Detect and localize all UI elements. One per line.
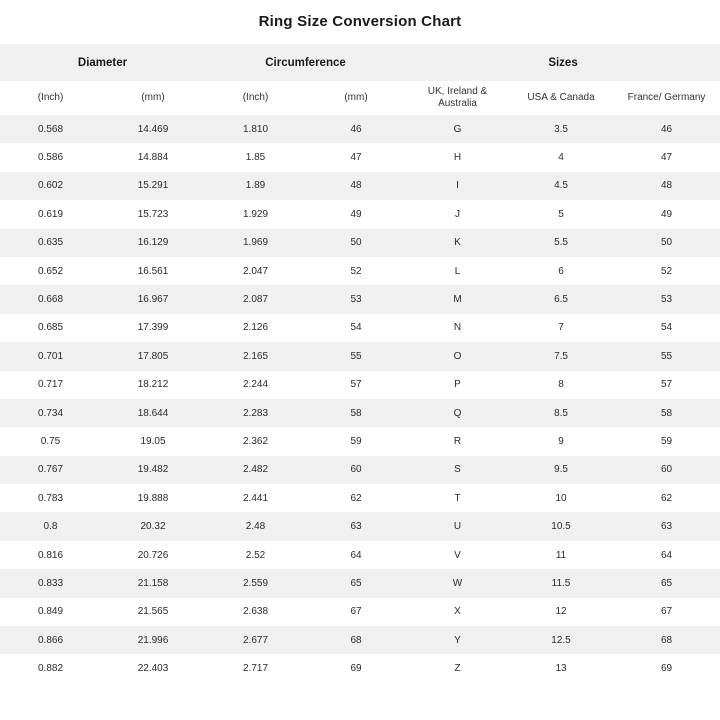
cell-diameter-mm: 21.565 (101, 598, 205, 626)
table-row (0, 342, 720, 370)
cell-diameter-inch: 0.866 (0, 626, 101, 654)
cell-size-france: 58 (613, 399, 720, 427)
cell-size-uk: H (406, 143, 509, 171)
cell-circumference-mm: 55 (306, 342, 406, 370)
cell-circumference-inch: 2.717 (205, 654, 306, 682)
cell-size-usa: 10 (509, 484, 613, 512)
column-header-france-germany: France/ Germany (613, 81, 720, 115)
table-row (0, 172, 720, 200)
cell-size-uk: I (406, 172, 509, 200)
cell-circumference-inch: 2.362 (205, 427, 306, 455)
cell-circumference-inch: 1.89 (205, 172, 306, 200)
column-header-usa-canada: USA & Canada (509, 81, 613, 115)
cell-circumference-inch: 2.283 (205, 399, 306, 427)
cell-size-usa: 10.5 (509, 512, 613, 540)
cell-diameter-inch: 0.668 (0, 285, 101, 313)
column-header-diameter-inch: (Inch) (0, 81, 101, 115)
cell-circumference-mm: 63 (306, 512, 406, 540)
cell-size-uk: K (406, 229, 509, 257)
cell-diameter-mm: 16.561 (101, 257, 205, 285)
cell-size-uk: Y (406, 626, 509, 654)
cell-diameter-mm: 17.805 (101, 342, 205, 370)
column-header-circumference-mm: (mm) (306, 81, 406, 115)
table-row (0, 143, 720, 171)
cell-size-france: 60 (613, 456, 720, 484)
column-header-circumference-inch: (Inch) (205, 81, 306, 115)
cell-circumference-mm: 69 (306, 654, 406, 682)
cell-size-uk: T (406, 484, 509, 512)
table-row (0, 512, 720, 540)
cell-size-usa: 6 (509, 257, 613, 285)
ring-size-conversion-table (0, 44, 720, 683)
cell-circumference-inch: 2.48 (205, 512, 306, 540)
table-sub-header-row (0, 81, 720, 115)
cell-size-france: 63 (613, 512, 720, 540)
cell-size-france: 68 (613, 626, 720, 654)
cell-diameter-inch: 0.568 (0, 115, 101, 143)
cell-size-usa: 5.5 (509, 229, 613, 257)
cell-diameter-mm: 16.967 (101, 285, 205, 313)
table-row (0, 456, 720, 484)
cell-diameter-mm: 15.291 (101, 172, 205, 200)
cell-circumference-inch: 2.638 (205, 598, 306, 626)
cell-size-usa: 4.5 (509, 172, 613, 200)
cell-size-usa: 7.5 (509, 342, 613, 370)
cell-size-uk: X (406, 598, 509, 626)
cell-circumference-inch: 2.126 (205, 314, 306, 342)
cell-size-usa: 12 (509, 598, 613, 626)
cell-diameter-inch: 0.816 (0, 541, 101, 569)
cell-diameter-inch: 0.783 (0, 484, 101, 512)
table-row (0, 484, 720, 512)
cell-circumference-mm: 59 (306, 427, 406, 455)
cell-size-france: 54 (613, 314, 720, 342)
cell-size-france: 65 (613, 569, 720, 597)
cell-size-usa: 4 (509, 143, 613, 171)
table-row (0, 427, 720, 455)
page-title: Ring Size Conversion Chart (258, 13, 462, 30)
cell-size-uk: O (406, 342, 509, 370)
cell-circumference-mm: 46 (306, 115, 406, 143)
cell-diameter-mm: 21.158 (101, 569, 205, 597)
cell-diameter-mm: 18.644 (101, 399, 205, 427)
cell-circumference-mm: 62 (306, 484, 406, 512)
cell-size-france: 62 (613, 484, 720, 512)
cell-size-uk: N (406, 314, 509, 342)
cell-diameter-mm: 15.723 (101, 200, 205, 228)
cell-diameter-inch: 0.717 (0, 371, 101, 399)
table-row (0, 626, 720, 654)
cell-circumference-mm: 60 (306, 456, 406, 484)
table-body (0, 44, 720, 683)
table-row (0, 541, 720, 569)
cell-size-usa: 3.5 (509, 115, 613, 143)
table-row (0, 229, 720, 257)
cell-size-uk: V (406, 541, 509, 569)
group-header-diameter: Diameter (0, 44, 205, 81)
cell-diameter-inch: 0.701 (0, 342, 101, 370)
cell-size-france: 69 (613, 654, 720, 682)
cell-diameter-inch: 0.635 (0, 229, 101, 257)
cell-circumference-mm: 57 (306, 371, 406, 399)
cell-size-uk: M (406, 285, 509, 313)
cell-circumference-inch: 2.677 (205, 626, 306, 654)
table-row (0, 115, 720, 143)
cell-size-usa: 6.5 (509, 285, 613, 313)
cell-circumference-mm: 54 (306, 314, 406, 342)
cell-size-france: 48 (613, 172, 720, 200)
cell-diameter-mm: 14.884 (101, 143, 205, 171)
cell-diameter-mm: 19.05 (101, 427, 205, 455)
cell-circumference-mm: 52 (306, 257, 406, 285)
column-header-uk-ireland-australia: UK, Ireland & Australia (406, 81, 509, 115)
cell-diameter-inch: 0.586 (0, 143, 101, 171)
cell-circumference-mm: 58 (306, 399, 406, 427)
cell-circumference-inch: 1.85 (205, 143, 306, 171)
cell-diameter-inch: 0.882 (0, 654, 101, 682)
cell-circumference-inch: 2.482 (205, 456, 306, 484)
cell-diameter-mm: 19.888 (101, 484, 205, 512)
cell-circumference-inch: 2.441 (205, 484, 306, 512)
cell-size-france: 49 (613, 200, 720, 228)
cell-size-france: 64 (613, 541, 720, 569)
cell-diameter-mm: 14.469 (101, 115, 205, 143)
cell-size-usa: 8 (509, 371, 613, 399)
cell-size-france: 53 (613, 285, 720, 313)
cell-circumference-mm: 65 (306, 569, 406, 597)
cell-size-usa: 13 (509, 654, 613, 682)
cell-size-usa: 7 (509, 314, 613, 342)
cell-circumference-inch: 2.244 (205, 371, 306, 399)
cell-diameter-inch: 0.849 (0, 598, 101, 626)
cell-circumference-mm: 47 (306, 143, 406, 171)
cell-diameter-mm: 20.726 (101, 541, 205, 569)
cell-size-france: 52 (613, 257, 720, 285)
cell-circumference-mm: 50 (306, 229, 406, 257)
cell-size-uk: L (406, 257, 509, 285)
cell-size-france: 47 (613, 143, 720, 171)
group-header-sizes: Sizes (406, 44, 720, 81)
table-row (0, 654, 720, 682)
table-group-header-row (0, 44, 720, 81)
cell-size-uk: R (406, 427, 509, 455)
table-row (0, 569, 720, 597)
cell-size-france: 67 (613, 598, 720, 626)
cell-size-usa: 12.5 (509, 626, 613, 654)
cell-size-usa: 9.5 (509, 456, 613, 484)
cell-diameter-mm: 19.482 (101, 456, 205, 484)
table-row (0, 314, 720, 342)
cell-diameter-inch: 0.75 (0, 427, 101, 455)
cell-circumference-inch: 2.559 (205, 569, 306, 597)
table-row (0, 200, 720, 228)
cell-size-uk: G (406, 115, 509, 143)
cell-circumference-inch: 2.165 (205, 342, 306, 370)
cell-size-uk: P (406, 371, 509, 399)
cell-size-france: 55 (613, 342, 720, 370)
cell-size-uk: Z (406, 654, 509, 682)
cell-size-usa: 11.5 (509, 569, 613, 597)
cell-circumference-mm: 64 (306, 541, 406, 569)
cell-diameter-inch: 0.602 (0, 172, 101, 200)
cell-diameter-mm: 22.403 (101, 654, 205, 682)
table-row (0, 399, 720, 427)
cell-diameter-mm: 21.996 (101, 626, 205, 654)
cell-circumference-mm: 48 (306, 172, 406, 200)
column-header-diameter-mm: (mm) (101, 81, 205, 115)
cell-diameter-mm: 17.399 (101, 314, 205, 342)
table-row (0, 371, 720, 399)
table-row (0, 598, 720, 626)
cell-circumference-inch: 1.929 (205, 200, 306, 228)
cell-size-usa: 8.5 (509, 399, 613, 427)
cell-size-usa: 5 (509, 200, 613, 228)
cell-size-uk: J (406, 200, 509, 228)
cell-circumference-inch: 1.810 (205, 115, 306, 143)
cell-diameter-inch: 0.767 (0, 456, 101, 484)
cell-diameter-mm: 16.129 (101, 229, 205, 257)
cell-size-uk: W (406, 569, 509, 597)
cell-circumference-inch: 2.52 (205, 541, 306, 569)
cell-circumference-mm: 68 (306, 626, 406, 654)
table-row (0, 285, 720, 313)
cell-size-usa: 11 (509, 541, 613, 569)
cell-circumference-mm: 53 (306, 285, 406, 313)
cell-size-uk: Q (406, 399, 509, 427)
cell-diameter-inch: 0.619 (0, 200, 101, 228)
table-row (0, 257, 720, 285)
cell-size-usa: 9 (509, 427, 613, 455)
cell-diameter-inch: 0.8 (0, 512, 101, 540)
cell-diameter-inch: 0.685 (0, 314, 101, 342)
group-header-circumference: Circumference (205, 44, 406, 81)
cell-size-uk: S (406, 456, 509, 484)
cell-diameter-mm: 20.32 (101, 512, 205, 540)
cell-size-uk: U (406, 512, 509, 540)
cell-circumference-mm: 49 (306, 200, 406, 228)
cell-circumference-inch: 1.969 (205, 229, 306, 257)
cell-diameter-mm: 18.212 (101, 371, 205, 399)
cell-diameter-inch: 0.652 (0, 257, 101, 285)
cell-size-france: 59 (613, 427, 720, 455)
cell-size-france: 57 (613, 371, 720, 399)
cell-size-france: 46 (613, 115, 720, 143)
cell-circumference-inch: 2.087 (205, 285, 306, 313)
cell-diameter-inch: 0.833 (0, 569, 101, 597)
cell-circumference-mm: 67 (306, 598, 406, 626)
cell-size-france: 50 (613, 229, 720, 257)
cell-circumference-inch: 2.047 (205, 257, 306, 285)
cell-diameter-inch: 0.734 (0, 399, 101, 427)
